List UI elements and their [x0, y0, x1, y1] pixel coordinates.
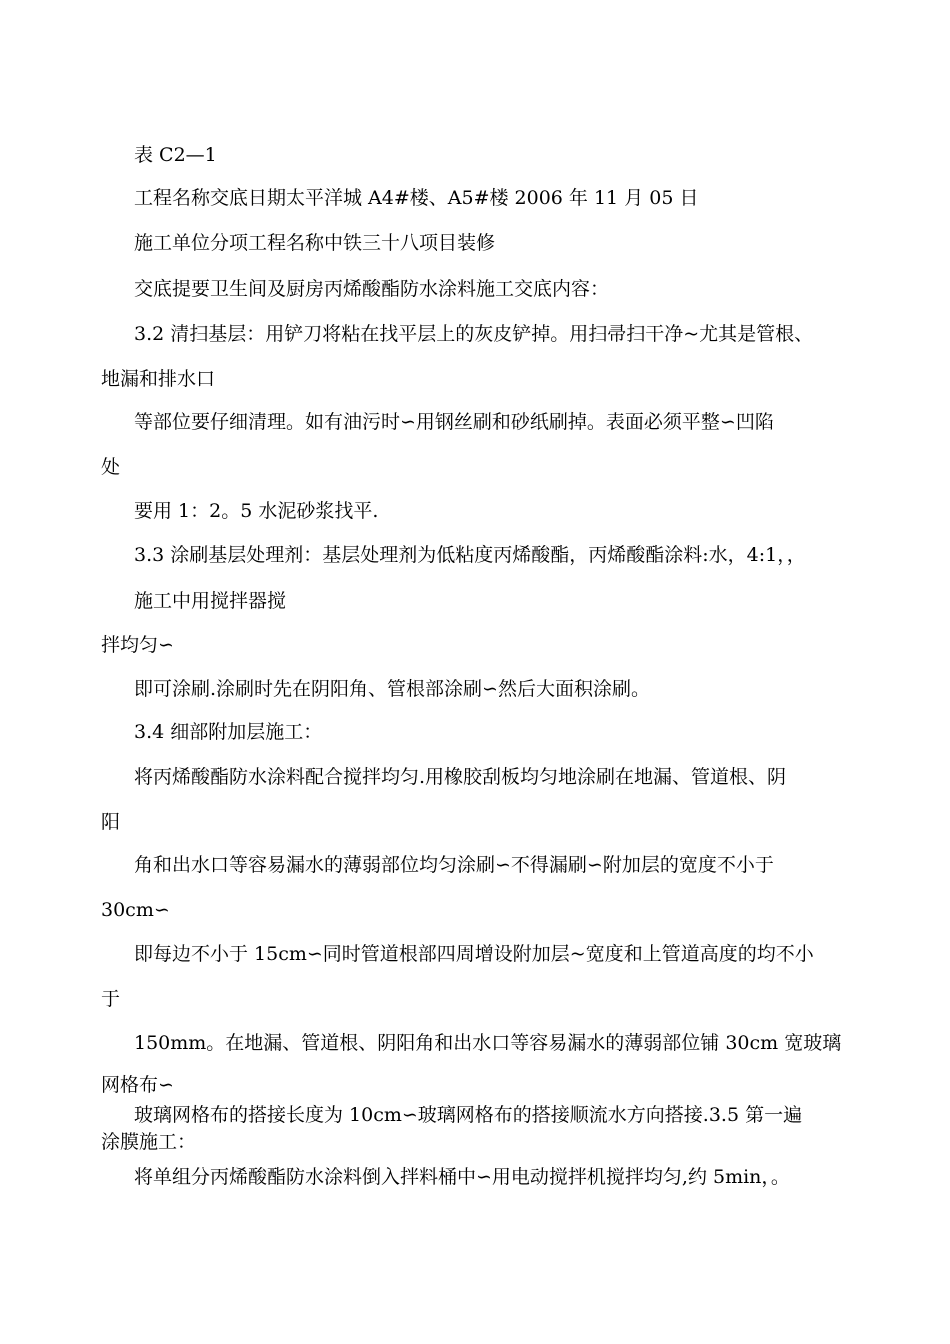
paragraph-line: 拌均匀∽	[101, 634, 174, 656]
project-info-line: 工程名称交底日期太平洋城 A4#楼、A5#楼 2006 年 11 月 05 日	[134, 187, 699, 209]
table-number: 表 C2—1	[134, 144, 217, 166]
paragraph-line: 于	[101, 988, 121, 1010]
paragraph-line: 玻璃网格布的搭接长度为 10cm∽玻璃网格布的搭接顺流水方向搭接.3.5 第一遍	[134, 1104, 803, 1126]
paragraph-line: 处	[101, 456, 121, 478]
paragraph-line: 施工中用搅拌器搅	[134, 590, 287, 612]
paragraph-line: 等部位要仔细清理。如有油污时∽用钢丝刷和砂纸刷掉。表面必须平整∽凹陷	[134, 411, 774, 433]
paragraph-line: 将丙烯酸酯防水涂料配合搅拌均匀.用橡胶刮板均匀地涂刷在地漏、管道根、阴	[134, 766, 787, 788]
paragraph-line: 阳	[101, 811, 121, 833]
paragraph-line: 3.3 涂刷基层处理剂：基层处理剂为低粘度丙烯酸酯，丙烯酸酯涂料:水，4:1，，	[134, 544, 806, 566]
paragraph-line: 即可涂刷.涂刷时先在阴阳角、管根部涂刷∽然后大面积涂刷。	[134, 678, 650, 700]
paragraph-line: 30cm∽	[101, 899, 170, 921]
paragraph-line: 涂膜施工：	[101, 1131, 197, 1153]
summary-line: 交底提要卫生间及厨房丙烯酸酯防水涂料施工交底内容：	[134, 278, 610, 300]
paragraph-line: 角和出水口等容易漏水的薄弱部位均匀涂刷∽不得漏刷∽附加层的宽度不小于	[134, 854, 774, 876]
section-heading: 3.4 细部附加层施工：	[134, 721, 323, 743]
paragraph-line: 3.2 清扫基层：用铲刀将粘在找平层上的灰皮铲掉。用扫帚扫干净~尤其是管根、	[134, 323, 814, 345]
paragraph-line: 要用 1：2。5 水泥砂浆找平.	[134, 500, 379, 522]
paragraph-line: 150mm。在地漏、管道根、阴阳角和出水口等容易漏水的薄弱部位铺 30cm 宽玻璃	[134, 1032, 842, 1054]
contractor-line: 施工单位分项工程名称中铁三十八项目装修	[134, 232, 496, 254]
paragraph-line: 即每边不小于 15cm∽同时管道根部四周增设附加层~宽度和上管道高度的均不小	[134, 943, 814, 965]
paragraph-line: 地漏和排水口	[101, 368, 216, 390]
paragraph-line: 将单组分丙烯酸酯防水涂料倒入拌料桶中∽用电动搅拌机搅拌均匀,约 5min，。	[134, 1166, 790, 1188]
paragraph-line: 网格布∽	[101, 1074, 174, 1096]
